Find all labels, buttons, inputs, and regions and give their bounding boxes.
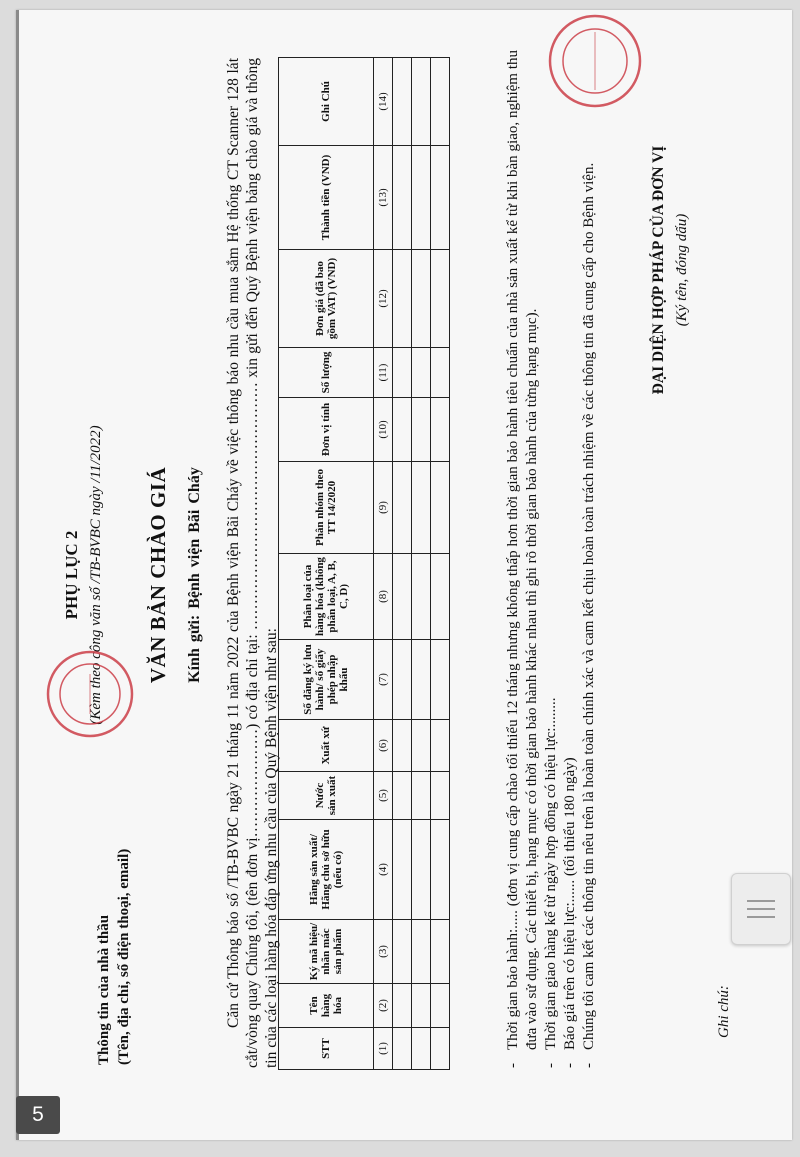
- notes-list: [504, 50, 599, 1070]
- column-index-cell: (6): [374, 720, 393, 772]
- table-cell: [431, 462, 450, 554]
- table-cell: [412, 640, 431, 720]
- table-row: [412, 58, 431, 1070]
- table-row: [393, 58, 412, 1070]
- column-index-cell: (2): [374, 984, 393, 1028]
- page-number-badge: 5: [16, 1096, 60, 1134]
- recipient-line: Kính gửi: Bệnh viện Bãi Cháy: [186, 467, 203, 683]
- table-index-row: [374, 58, 393, 1070]
- table-cell: [393, 1028, 412, 1070]
- table-cell: [412, 250, 431, 348]
- column-index-cell: (5): [374, 772, 393, 820]
- column-header: Đơn vị tính: [279, 398, 374, 462]
- table-cell: [431, 640, 450, 720]
- table-cell: [412, 772, 431, 820]
- appendix-header: [62, 10, 105, 1140]
- note-quote-validity: - Báo giá trên có hiệu lực:...... (tối thiểu 180 ngày): [561, 50, 580, 1070]
- table-header-row: [279, 58, 374, 1070]
- table-cell: [431, 146, 450, 250]
- table-cell: [412, 984, 431, 1028]
- table-cell: [431, 348, 450, 398]
- table-cell: [412, 920, 431, 984]
- table-cell: [431, 920, 450, 984]
- table-cell: [412, 146, 431, 250]
- intro-paragraph: Căn cứ Thông báo số /TB-BVBC ngày 21 tháng 11 năm 2022 của Bệnh viện Bãi Cháy về việc thông báo nhu cầu mua sắm Hệ thống CT Scanner 128 lát cắt/vòng quay Chúng tôi, (tên đơn vị…………………) có địa chỉ tại: ………………………………………… xin gửi đến Quý Bệnh viện bảng chào giá và thông tin của các loại hàng hóa đáp ứng nhu cầu của Quý Bệnh viện như sau:: [225, 58, 280, 1068]
- handle-line-icon: [747, 916, 775, 918]
- table-cell: [412, 554, 431, 640]
- table-cell: [412, 820, 431, 920]
- table-cell: [431, 720, 450, 772]
- column-header: Tên hàng hóa: [279, 984, 374, 1028]
- column-index-cell: (3): [374, 920, 393, 984]
- table-cell: [393, 462, 412, 554]
- bidder-info-line2: (Tên, địa chỉ, số điện thoại, email): [116, 848, 132, 1065]
- table-cell: [431, 250, 450, 348]
- note-commitment: - Chúng tôi cam kết các thông tin nêu trên là hoàn toàn chính xác và cam kết chịu hoàn toàn trách nhiệm về các thông tin đã cung cấp cho Bệnh viện.: [580, 50, 599, 1070]
- column-header: Số đăng ký lưu hành/ số giấy phép nhập khẩu: [279, 640, 374, 720]
- column-index-cell: (11): [374, 348, 393, 398]
- table-cell: [393, 554, 412, 640]
- table-cell: [393, 772, 412, 820]
- note-delivery-time: - Thời gian giao hàng kể từ ngày hợp đồng có hiệu lực:........: [542, 50, 561, 1070]
- column-header: STT: [279, 1028, 374, 1070]
- table-cell: [393, 58, 412, 146]
- column-index-cell: (12): [374, 250, 393, 348]
- column-header: Hãng sản xuất/ Hãng chủ sở hữu (nếu có): [279, 820, 374, 920]
- handle-line-icon: [747, 908, 775, 910]
- table-cell: [412, 462, 431, 554]
- table-cell: [393, 398, 412, 462]
- table-cell: [393, 250, 412, 348]
- table-cell: [393, 146, 412, 250]
- column-index-cell: (14): [374, 58, 393, 146]
- signature-title: ĐẠI DIỆN HỢP PHÁP CỦA ĐƠN VỊ: [650, 145, 667, 395]
- table-cell: [393, 820, 412, 920]
- column-header: Thành tiền (VND): [279, 146, 374, 250]
- quotation-table: [278, 57, 450, 1070]
- table-cell: [412, 398, 431, 462]
- document-title: VĂN BẢN CHÀO GIÁ: [146, 466, 170, 684]
- table-cell: [431, 398, 450, 462]
- column-header: Ghi Chú: [279, 58, 374, 146]
- table-cell: [393, 348, 412, 398]
- signature-subtitle: (Ký tên, đóng dấu): [674, 213, 690, 327]
- column-header: Xuất xứ: [279, 720, 374, 772]
- column-index-cell: (10): [374, 398, 393, 462]
- column-header: Phân loại của hàng hóa (không phân loại, A, B, C, D): [279, 554, 374, 640]
- column-index-cell: (7): [374, 640, 393, 720]
- scanned-document-page: [16, 10, 792, 1140]
- handle-line-icon: [747, 900, 775, 902]
- column-index-cell: (4): [374, 820, 393, 920]
- appendix-subtitle: (Kèm theo công văn số /TB-BVBC ngày /11/2022): [88, 425, 104, 725]
- table-cell: [412, 58, 431, 146]
- column-header: Ký mã hiệu/ nhãn mác sản phẩm: [279, 920, 374, 984]
- table-cell: [412, 348, 431, 398]
- bidder-info-line1: Thông tin của nhà thầu: [96, 914, 112, 1065]
- column-header: Nước sản xuất: [279, 772, 374, 820]
- table-cell: [431, 772, 450, 820]
- table-cell: [393, 720, 412, 772]
- table-cell: [393, 984, 412, 1028]
- column-index-cell: (13): [374, 146, 393, 250]
- column-header: Đơn giá (đã bao gồm VAT) (VND): [279, 250, 374, 348]
- table-cell: [412, 1028, 431, 1070]
- column-index-cell: (9): [374, 462, 393, 554]
- table-cell: [393, 920, 412, 984]
- drag-handle[interactable]: [731, 873, 791, 945]
- table-cell: [393, 640, 412, 720]
- column-index-cell: (1): [374, 1028, 393, 1070]
- appendix-title: PHỤ LỤC 2: [62, 530, 81, 620]
- table-cell: [431, 554, 450, 640]
- table-cell: [412, 720, 431, 772]
- table-cell: [431, 984, 450, 1028]
- signature-block: [650, 50, 691, 490]
- column-header: Số lượng: [279, 348, 374, 398]
- column-index-cell: (8): [374, 554, 393, 640]
- column-header: Phân nhóm theo TT 14/2020: [279, 462, 374, 554]
- table-cell: [431, 58, 450, 146]
- note-label: Ghi chú:: [716, 985, 732, 1038]
- note-warranty: - Thời gian bảo hành:..... (đơn vị cung cấp chào tối thiểu 12 tháng nhưng không thấp hơn thời gian bảo hành tiêu chuẩn của nhà sản xuất kể từ khi bàn giao, nghiệm thu đưa vào sử dụng. Các thiết bị, hạng mục có thời gian bảo hành khác nhau thì ghi rõ thời gian bảo hành của từng hạng mục).: [504, 50, 542, 1070]
- rotated-document-content: [16, 10, 792, 1140]
- table-cell: [431, 820, 450, 920]
- table-cell: [431, 1028, 450, 1070]
- table-row: [431, 58, 450, 1070]
- table-body: [374, 58, 450, 1070]
